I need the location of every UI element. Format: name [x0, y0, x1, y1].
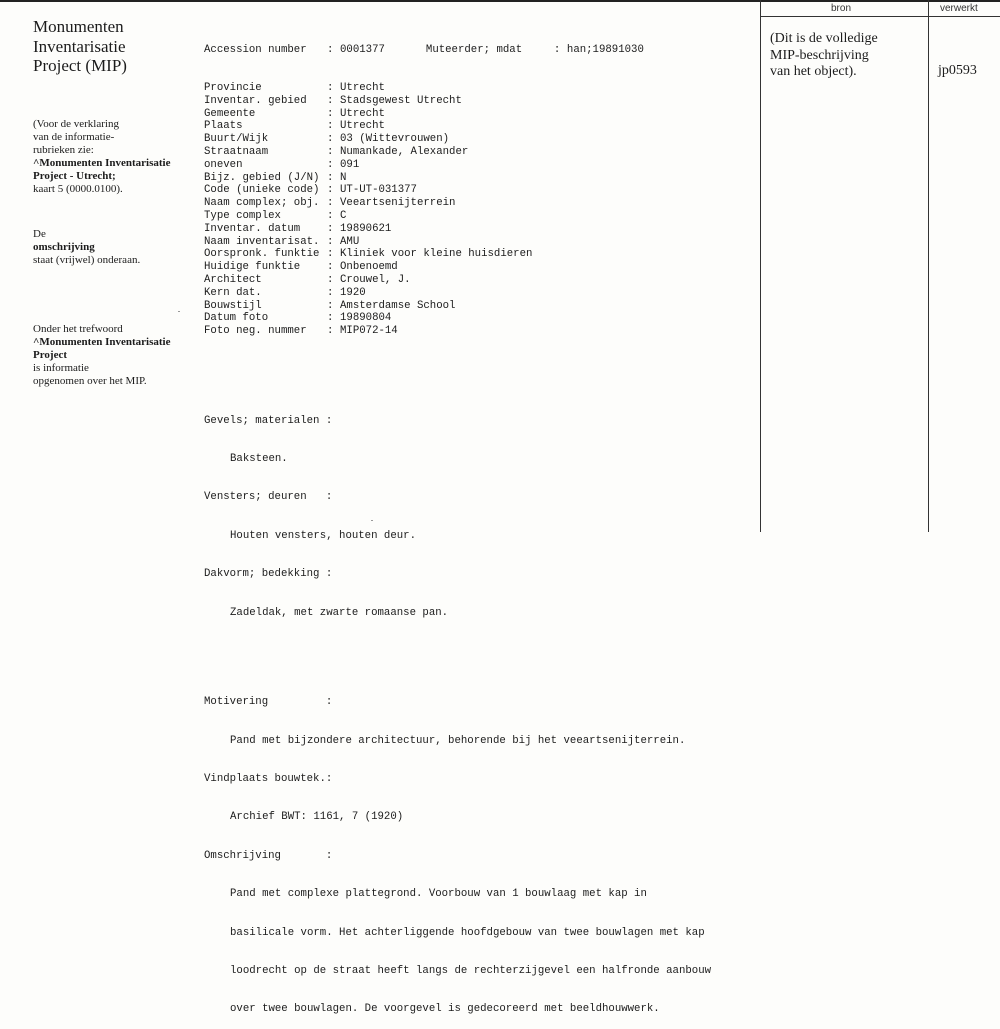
omschrijving-line: Pand met complexe plattegrond. Voorbouw van 1 bouwlaag met kap in [230, 888, 647, 901]
field-separator: : [327, 81, 334, 94]
note-line [33, 228, 178, 254]
spacer [204, 658, 759, 671]
section-value: Zadeldak, met zwarte romaanse pan. [230, 606, 449, 619]
field-label: Inventar. datum [204, 222, 301, 235]
field-separator: : [327, 43, 334, 56]
field-label: Huidige funktie [204, 261, 301, 274]
field-separator: : [327, 222, 334, 235]
field-row [204, 325, 759, 338]
field-row [204, 274, 759, 287]
field-value: Utrecht [340, 81, 385, 94]
section-label: Vensters; deuren : [204, 491, 333, 504]
bron-line: (Dit is de volledige [770, 31, 878, 46]
field-row [204, 236, 759, 249]
field-value: 19890621 [340, 222, 392, 235]
verwerkt-value: jp0593 [938, 63, 977, 78]
section-label: Motivering : [204, 696, 333, 709]
field-label: Naam inventarisat. [204, 235, 320, 248]
field-label: Code (unieke code) [204, 184, 320, 197]
field-separator: : [327, 171, 334, 184]
panel-column-divider [928, 0, 929, 532]
field-label: Plaats [204, 120, 243, 133]
note-line: Onder het trefwoord [33, 323, 123, 335]
field-separator: : [327, 325, 334, 338]
field-label: oneven [204, 158, 243, 171]
field-label: Oorspronk. funktie [204, 248, 320, 261]
note-line: (Voor de verklaring [33, 118, 119, 130]
field-row [204, 108, 759, 121]
section-value: Houten vensters, houten deur. [230, 529, 416, 542]
field-separator: : [327, 261, 334, 274]
field-value: Stadsgewest Utrecht [340, 94, 462, 107]
section-label: Gevels; materialen : [204, 414, 333, 427]
field-value: 03 (Wittevrouwen) [340, 133, 450, 146]
section-label: Dakvorm; bedekking : [204, 568, 333, 581]
field-separator: : [327, 197, 334, 210]
note-line: van de informatie- [33, 131, 115, 143]
field-label: Straatnaam [204, 145, 269, 158]
field-separator: : [327, 273, 334, 286]
field-label: Bijz. gebied (J/N) [204, 171, 320, 184]
field-row [204, 184, 759, 197]
field-separator: : [327, 209, 334, 222]
bron-line: van het object). [770, 64, 857, 79]
field-separator: : [327, 133, 334, 146]
field-value: MIP072-14 [340, 325, 398, 338]
field-label: Inventar. gebied [204, 94, 307, 107]
note-bold-word: omschrijving [33, 241, 95, 253]
bron-line: MIP-beschrijving [770, 47, 869, 63]
field-value: Crouwel, J. [340, 273, 411, 286]
description-note [33, 228, 178, 267]
field-row [204, 261, 759, 274]
panel-left-border [760, 0, 761, 532]
field-separator: : [327, 286, 334, 299]
field-row [204, 248, 759, 261]
field-separator: : [327, 94, 334, 107]
field-rows [204, 82, 759, 338]
field-label: Gemeente [204, 107, 256, 120]
mip-title: Monumenten Inventarisatie Project (MIP) [33, 17, 127, 75]
bron-text [770, 31, 928, 81]
note-line [33, 349, 178, 375]
field-value: 0001377 [340, 43, 385, 56]
field-value: 1920 [340, 286, 366, 299]
note-bold-word: Project [33, 349, 67, 361]
note-line-bold: ^Monumenten Inventarisatie [33, 336, 171, 348]
field-separator: : [327, 107, 334, 120]
note-line-bold: ^Monumenten Inventarisatie [33, 157, 171, 169]
field-label: Datum foto [204, 312, 269, 325]
omschrijving-line: over twee bouwlagen. De voorgevel is gedecoreerd met beeldhouwwerk. [230, 1003, 660, 1016]
muteerder-value: han;19891030 [566, 43, 644, 56]
field-separator: : [327, 120, 334, 133]
field-row [204, 172, 759, 185]
panel-header-rule [760, 16, 1000, 17]
scan-speck [178, 311, 180, 312]
omschrijving-line: basilicale vorm. Het achterliggende hoofdgebouw van twee bouwlagen met kap [230, 926, 705, 939]
note-line: staat (vrijwel) onderaan. [33, 254, 141, 266]
mip-record [204, 18, 759, 1029]
field-value: Onbenoemd [340, 261, 398, 274]
note-prefix: De [33, 228, 46, 240]
field-value: Amsterdamse School [340, 299, 456, 312]
field-row [204, 146, 759, 159]
field-row [204, 82, 759, 95]
field-label: Accession number [204, 43, 307, 56]
field-label: Naam complex; obj. [204, 197, 320, 210]
field-value: C [340, 209, 347, 222]
omschrijving-line: loodrecht op de straat heeft langs de rechterzijgevel een halfronde aanbouw [230, 964, 712, 977]
field-value: Numankade, Alexander [340, 145, 469, 158]
field-value: Utrecht [340, 107, 385, 120]
muteerder-label: Muteerder; mdat [425, 43, 523, 56]
field-row [204, 287, 759, 300]
accession-row [204, 44, 759, 57]
field-row [204, 223, 759, 236]
field-separator: : [327, 299, 334, 312]
field-separator: : [553, 43, 561, 56]
field-value: Kliniek voor kleine huisdieren [340, 248, 533, 261]
field-separator: : [327, 248, 334, 261]
field-row [204, 159, 759, 172]
section-value: Baksteen. [230, 453, 288, 466]
field-label: Kern dat. [204, 286, 262, 299]
field-label: Type complex [204, 209, 281, 222]
field-value: AMU [340, 235, 360, 248]
field-label: Provincie [204, 81, 262, 94]
note-line: rubrieken zie: [33, 144, 94, 156]
field-row [204, 312, 759, 325]
verwerkt-header: verwerkt [940, 3, 978, 14]
note-line: opgenomen over het MIP. [33, 375, 147, 387]
field-separator: : [327, 158, 334, 171]
explanation-note [33, 118, 178, 196]
field-value: Utrecht [340, 120, 385, 133]
field-separator: : [327, 184, 334, 197]
note-line-bold: Project - Utrecht; [33, 170, 116, 182]
field-row [204, 120, 759, 133]
field-row [204, 133, 759, 146]
note-rest: is informatie [33, 362, 89, 374]
field-label: Buurt/Wijk [204, 133, 269, 146]
field-row [204, 95, 759, 108]
field-label: Bouwstijl [204, 299, 262, 312]
field-separator: : [327, 235, 334, 248]
field-value: 091 [340, 158, 360, 171]
field-value: UT-UT-031377 [340, 184, 417, 197]
field-row [204, 210, 759, 223]
spacer [204, 376, 759, 389]
field-value: Veeartsenijterrein [340, 197, 456, 210]
section-value: Archief BWT: 1161, 7 (1920) [230, 811, 404, 824]
field-separator: : [327, 312, 334, 325]
keyword-note [33, 323, 178, 388]
note-line: kaart 5 (0000.0100). [33, 183, 123, 195]
field-value: 19890804 [340, 312, 392, 325]
scan-speck [371, 520, 373, 521]
field-row [204, 197, 759, 210]
field-label: Architect [204, 273, 262, 286]
bron-header: bron [831, 3, 852, 14]
field-label: Foto neg. nummer [204, 325, 307, 338]
field-value: N [340, 171, 347, 184]
field-row [204, 300, 759, 313]
field-separator: : [327, 145, 334, 158]
section-label: Vindplaats bouwtek.: [204, 773, 333, 786]
section-value: Pand met bijzondere architectuur, behorende bij het veeartsenijterrein. [230, 734, 686, 747]
top-border-line [0, 0, 1000, 2]
section-label: Omschrijving : [204, 849, 333, 862]
